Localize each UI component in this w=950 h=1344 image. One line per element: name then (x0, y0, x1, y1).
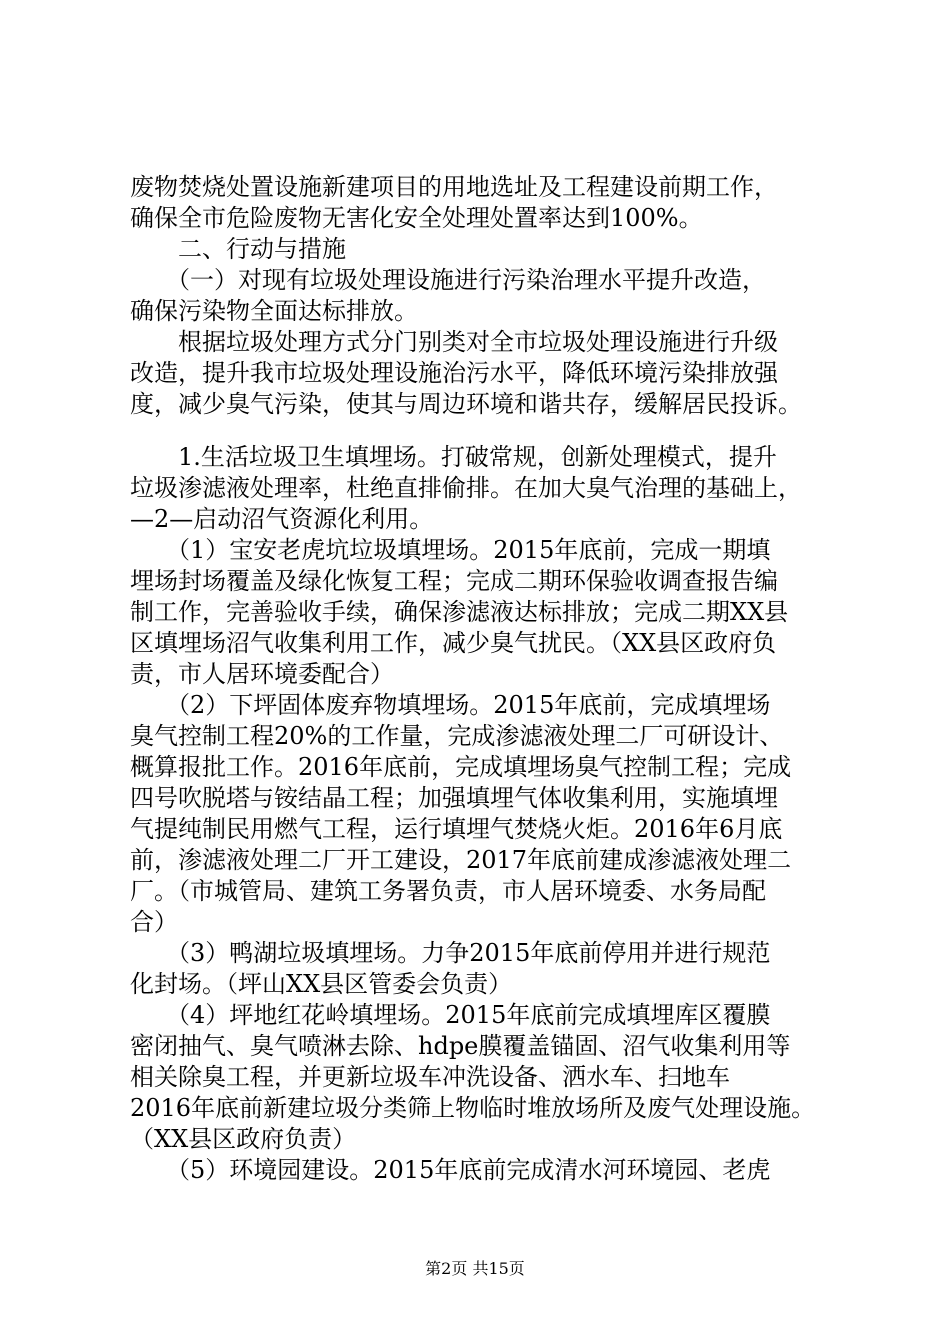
text-line: 埋场封场覆盖及绿化恢复工程；完成二期环保验收调查报告编 (130, 567, 778, 595)
paragraph (130, 234, 830, 265)
text-line: （2）下坪固体废弃物填埋场。2015年底前，完成填埋场 (130, 691, 771, 719)
text-line: 确保污染物全面达标排放。 (130, 297, 418, 325)
paragraph (130, 535, 830, 690)
text-line: 区填埋场沼气收集利用工作，减少臭气扰民。（XX县区政府负 (130, 629, 777, 657)
text-line: 1.生活垃圾卫生填埋场。打破常规，创新处理模式，提升 (130, 443, 777, 471)
text-line: 确保全市危险废物无害化安全处理处置率达到100%。 (130, 204, 703, 232)
text-line: 二、行动与措施 (130, 235, 346, 263)
paragraph (130, 938, 830, 1000)
text-line: 责，市人居环境委配合） (130, 660, 394, 688)
text-line: 相关除臭工程，并更新垃圾车冲洗设备、洒水车、扫地车 (130, 1063, 730, 1091)
text-line: （XX县区政府负责） (130, 1125, 357, 1153)
paragraph (130, 442, 830, 535)
text-line: 改造，提升我市垃圾处理设施治污水平，降低环境污染排放强 (130, 359, 778, 387)
paragraph (130, 265, 830, 327)
text-line: 化封场。（坪山XX县区管委会负责） (130, 970, 513, 998)
paragraph (130, 172, 830, 234)
text-line: 度，减少臭气污染，使其与周边环境和谐共存，缓解居民投诉。 (130, 390, 802, 418)
text-line: 厂。（市城管局、建筑工务署负责，市人居环境委、水务局配 (130, 877, 766, 905)
body-text (130, 172, 830, 1186)
text-line: （4）坪地红花岭填埋场。2015年底前完成填埋库区覆膜 (130, 1001, 771, 1029)
text-line: 废物焚烧处置设施新建项目的用地选址及工程建设前期工作， (130, 173, 778, 201)
text-line: 根据垃圾处理方式分门别类对全市垃圾处理设施进行升级 (130, 328, 778, 356)
paragraph-gap (130, 420, 830, 442)
text-line: （5）环境园建设。2015年底前完成清水河环境园、老虎 (130, 1156, 771, 1184)
paragraph (130, 1000, 830, 1155)
text-line: 前，渗滤液处理二厂开工建设，2017年底前建成渗滤液处理二 (130, 846, 792, 874)
text-line: 合） (130, 908, 178, 936)
text-line: 概算报批工作。2016年底前，完成填埋场臭气控制工程；完成 (130, 753, 792, 781)
text-line: 制工作，完善验收手续，确保渗滤液达标排放；完成二期XX县 (130, 598, 789, 626)
text-line: 四号吹脱塔与铵结晶工程；加强填埋气体收集利用，实施填埋 (130, 784, 778, 812)
paragraph (130, 1155, 830, 1186)
paragraph (130, 690, 830, 938)
page-footer: 第2页 共15页 (425, 1259, 525, 1278)
text-line: （1）宝安老虎坑垃圾填埋场。2015年底前，完成一期填 (130, 536, 771, 564)
text-line: 气提纯制民用燃气工程，运行填埋气焚烧火炬。2016年6月底 (130, 815, 783, 843)
text-line: 密闭抽气、臭气喷淋去除、hdpe膜覆盖锚固、沼气收集利用等 (130, 1032, 791, 1060)
text-line: （一）对现有垃圾处理设施进行污染治理水平提升改造， (130, 266, 766, 294)
text-line: 垃圾渗滤液处理率，杜绝直排偷排。在加大臭气治理的基础上， (130, 474, 802, 502)
paragraph (130, 327, 830, 420)
text-line: 臭气控制工程20%的工作量，完成渗滤液处理二厂可研设计、 (130, 722, 784, 750)
text-line: 2016年底前新建垃圾分类筛上物临时堆放场所及废气处理设施。 (130, 1094, 816, 1122)
text-line: （3）鸭湖垃圾填埋场。力争2015年底前停用并进行规范 (130, 939, 771, 967)
text-line: —2—启动沼气资源化利用。 (130, 505, 434, 533)
